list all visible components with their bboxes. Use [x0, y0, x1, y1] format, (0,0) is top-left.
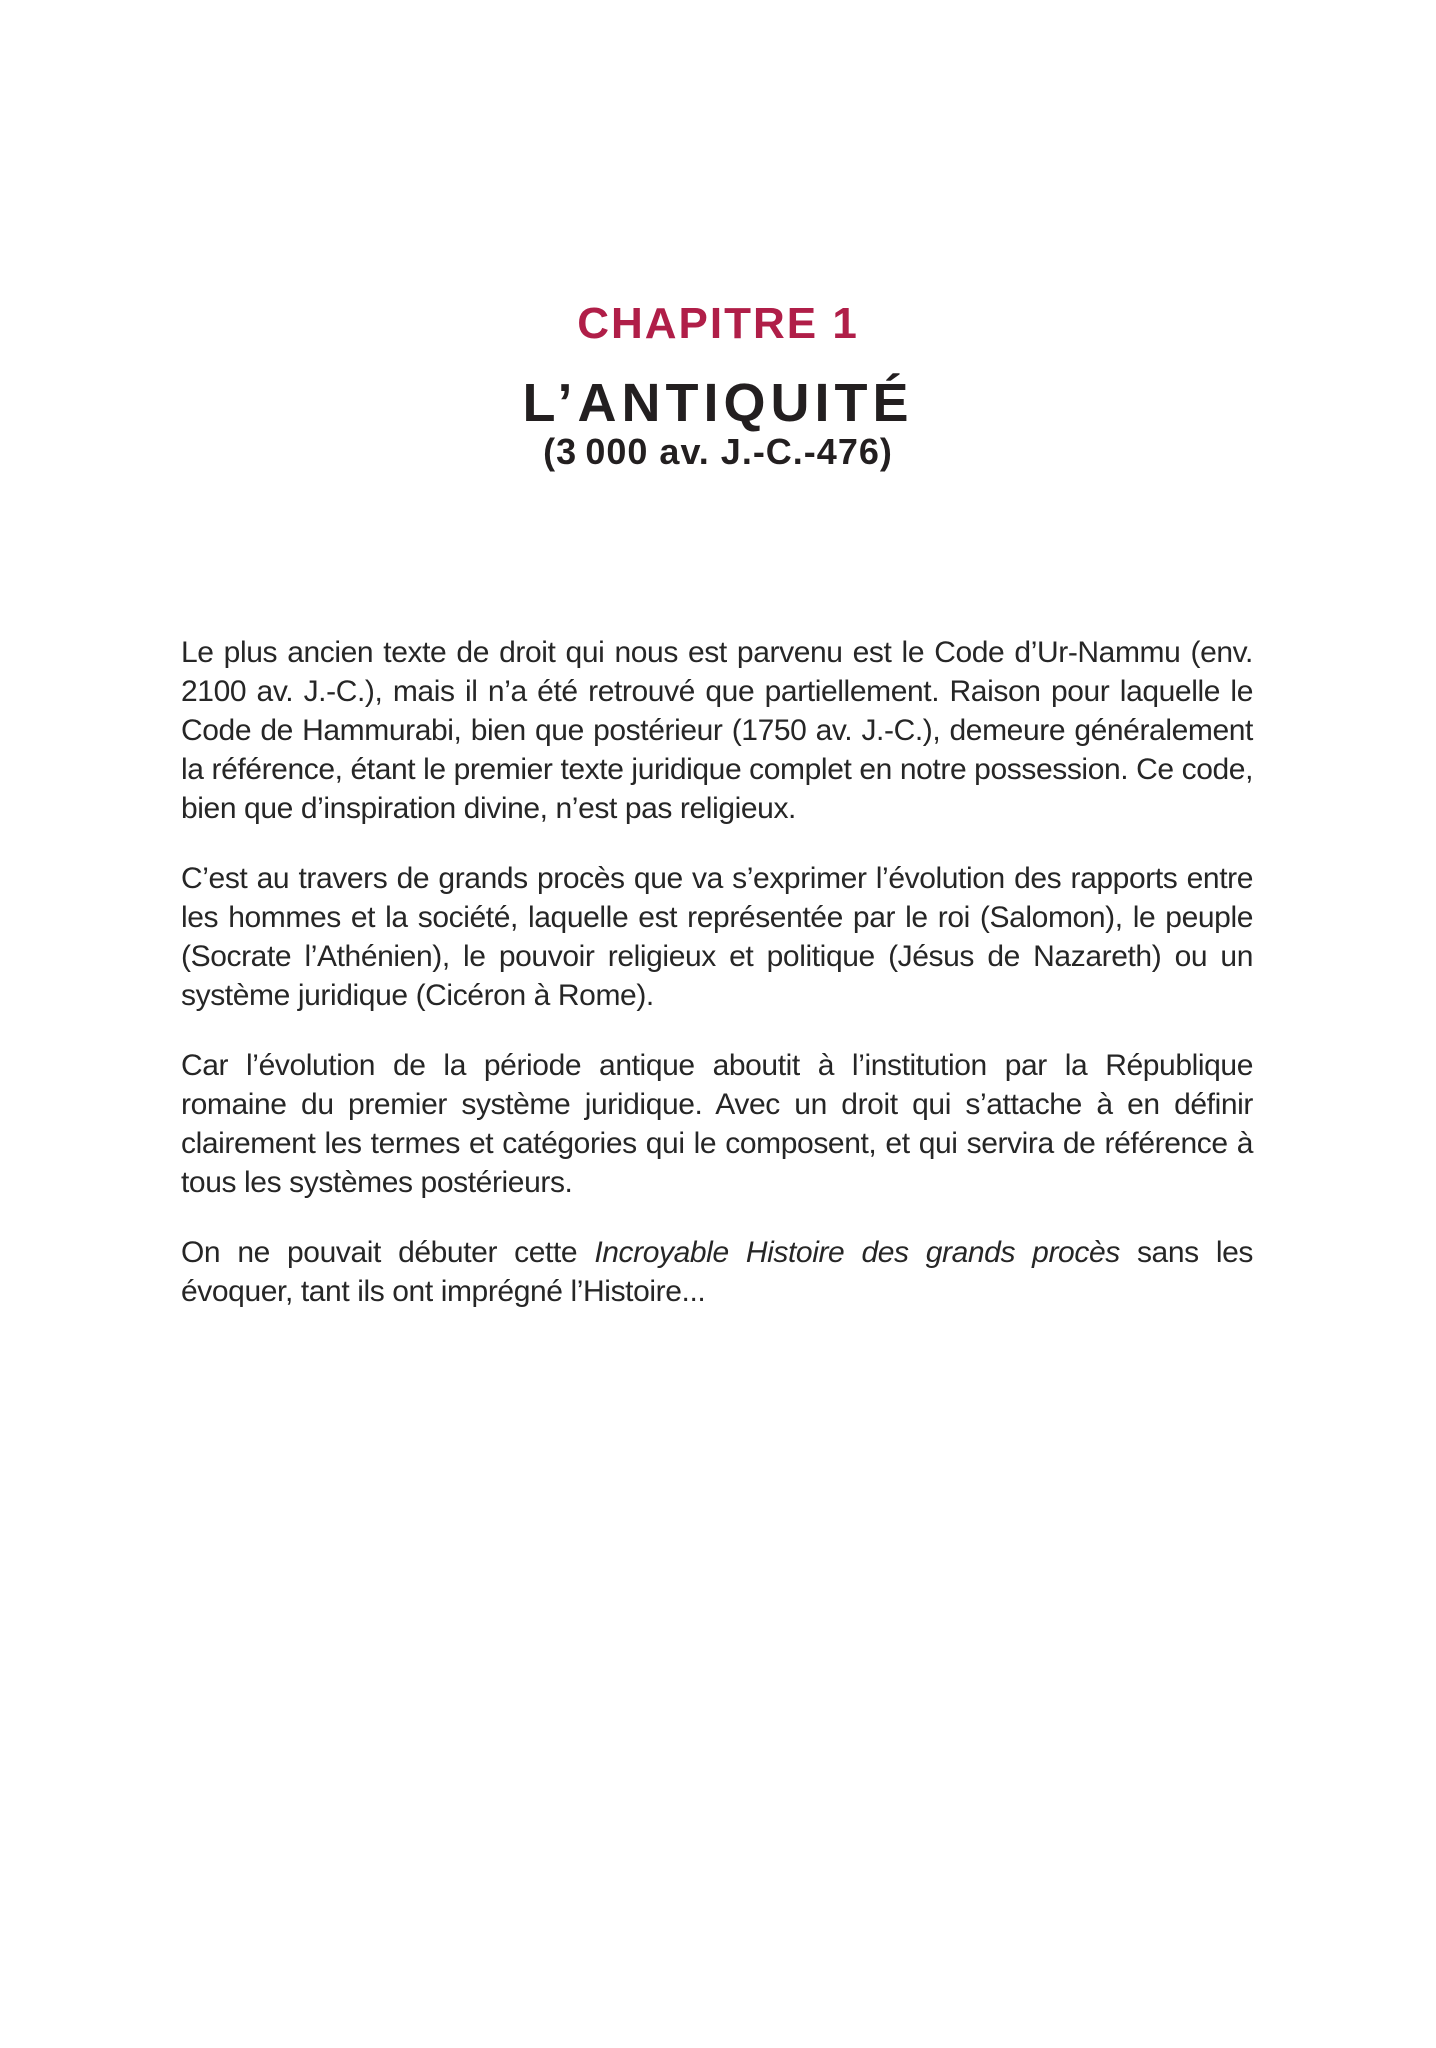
chapter-title: L’ANTIQUITÉ [522, 373, 914, 433]
body-paragraph [181, 859, 1253, 1015]
body-paragraph [181, 1046, 1253, 1202]
text-run: Car l’évolution de la période antique aboutit à l’institution par la République romaine du premier système juridique. Avec un droit qui s’attache à en définir clairement les termes et catégories qui le composent, et qui servira de référence à tous les systèmes postérieurs. [181, 1049, 1253, 1199]
body-paragraph [181, 1233, 1253, 1311]
chapter-subtitle: (3 000 av. J.-C.-476) [543, 431, 893, 472]
italic-text-run: Incroyable Histoire des grands procès [594, 1236, 1120, 1269]
text-run: sans les évoquer, tant ils ont imprégné l’Histoire... [181, 1236, 1253, 1308]
text-run: C’est au travers de grands procès que va s’exprimer l’évolution des rapports entre les hommes et la société, laquelle est représentée par le roi (Salomon), le peuple (Socrate l’Athénien), le pouvoir religieux et politique (Jésus de Nazareth) ou un système juridique (Cicéron à Rome). [181, 862, 1253, 1012]
chapter-body [181, 633, 1253, 1342]
chapter-number: CHAPITRE 1 [577, 299, 859, 348]
text-run: Le plus ancien texte de droit qui nous est parvenu est le Code d’Ur-Nammu (env. 2100 av. J.-C.), mais il n’a été retrouvé que partiellement. Raison pour laquelle le Code de Hammurabi, bien que postérieur (1750 av. J.-C.), demeure généralement la référence, étant le premier texte juridique complet en notre possession. Ce code, bien que d’inspiration divine, n’est pas religieux. [181, 636, 1254, 825]
chapter-header [0, 0, 1436, 500]
body-paragraph [181, 633, 1253, 828]
text-run: On ne pouvait débuter cette [181, 1236, 595, 1269]
